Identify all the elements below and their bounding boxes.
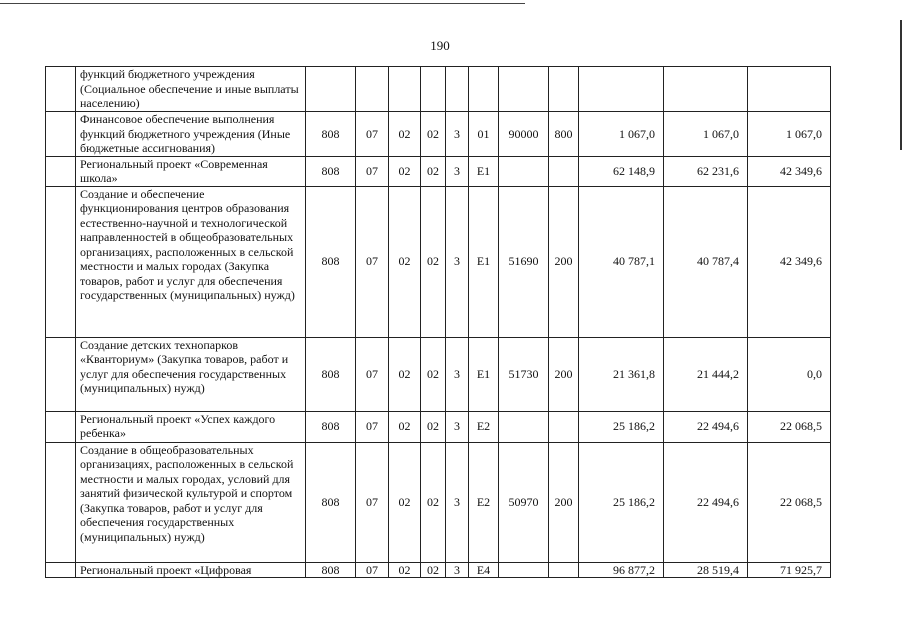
sum-year-1 (579, 67, 664, 112)
section-code: 07 (356, 442, 389, 562)
section-code: 07 (356, 186, 389, 337)
subprogram-code: 3 (446, 186, 469, 337)
row-description: Создание детских технопарков «Кванториум» (Закупка товаров, работ и услуг для обеспечения государственных (муниципальных) нужд) (76, 337, 306, 411)
program-code: 02 (421, 337, 446, 411)
row-description: Создание в общеобразовательных организациях, расположенных в сельской местности и малых городах, условий для занятий физической культурой и спортом (Закупка товаров, работ и услуг для обеспечения государственных (муниципальных) нужд) (76, 442, 306, 562)
sum-year-2: 40 787,4 (664, 186, 748, 337)
subprogram-code: 3 (446, 112, 469, 157)
subsection-code: 02 (389, 562, 421, 578)
blank-cell (46, 186, 76, 337)
blank-cell (46, 562, 76, 578)
sum-year-3 (748, 67, 831, 112)
expense-type-code: 200 (549, 442, 579, 562)
blank-cell (46, 67, 76, 112)
expense-type-code: 800 (549, 112, 579, 157)
main-event-code: E4 (469, 562, 499, 578)
row-description: Финансовое обеспечение выполнения функций бюджетного учреждения (Иные бюджетные ассигнования) (76, 112, 306, 157)
subprogram-code: 3 (446, 562, 469, 578)
main-event-code (469, 67, 499, 112)
subprogram-code: 3 (446, 337, 469, 411)
admin-code: 808 (306, 156, 356, 186)
row-description: Региональный проект «Современная школа» (76, 156, 306, 186)
program-code (421, 67, 446, 112)
sum-year-3: 42 349,6 (748, 156, 831, 186)
table-row (46, 442, 831, 562)
budget-table (45, 66, 831, 578)
admin-code: 808 (306, 562, 356, 578)
program-code: 02 (421, 562, 446, 578)
admin-code: 808 (306, 112, 356, 157)
table-row (46, 411, 831, 442)
sum-year-3: 71 925,7 (748, 562, 831, 578)
sum-year-1: 40 787,1 (579, 186, 664, 337)
direction-code: 90000 (499, 112, 549, 157)
direction-code: 51690 (499, 186, 549, 337)
row-description: Создание и обеспечение функционирования центров образования естественно-научной и технологической направленностей в общеобразовательных организациях, расположенных в сельской местности и малых городах (Закупка товаров, работ и услуг для обеспечения государственных (муниципальных) нужд) (76, 186, 306, 337)
subsection-code: 02 (389, 156, 421, 186)
sum-year-2: 28 519,4 (664, 562, 748, 578)
sum-year-3: 22 068,5 (748, 411, 831, 442)
expense-type-code: 200 (549, 337, 579, 411)
direction-code (499, 67, 549, 112)
expense-type-code (549, 67, 579, 112)
subsection-code: 02 (389, 186, 421, 337)
direction-code (499, 562, 549, 578)
sum-year-2: 21 444,2 (664, 337, 748, 411)
subprogram-code: 3 (446, 156, 469, 186)
page-number: 190 (430, 38, 450, 53)
blank-cell (46, 156, 76, 186)
main-event-code: E1 (469, 337, 499, 411)
program-code: 02 (421, 156, 446, 186)
section-code (356, 67, 389, 112)
blank-cell (46, 337, 76, 411)
direction-code (499, 411, 549, 442)
table-row (46, 562, 831, 578)
program-code: 02 (421, 186, 446, 337)
subprogram-code: 3 (446, 411, 469, 442)
row-description: Региональный проект «Успех каждого ребенка» (76, 411, 306, 442)
page-top-rule (0, 3, 525, 4)
main-event-code: E2 (469, 411, 499, 442)
section-code: 07 (356, 562, 389, 578)
blank-cell (46, 442, 76, 562)
table-row (46, 337, 831, 411)
main-event-code: E1 (469, 186, 499, 337)
section-code: 07 (356, 112, 389, 157)
sum-year-1: 21 361,8 (579, 337, 664, 411)
admin-code: 808 (306, 337, 356, 411)
main-event-code: E2 (469, 442, 499, 562)
subsection-code: 02 (389, 337, 421, 411)
expense-type-code (549, 562, 579, 578)
subsection-code: 02 (389, 411, 421, 442)
expense-type-code (549, 411, 579, 442)
sum-year-3: 22 068,5 (748, 442, 831, 562)
section-code: 07 (356, 337, 389, 411)
subsection-code: 02 (389, 442, 421, 562)
scan-edge-line (900, 20, 902, 150)
sum-year-3: 0,0 (748, 337, 831, 411)
direction-code: 51730 (499, 337, 549, 411)
row-description: функций бюджетного учреждения (Социальное обеспечение и иные выплаты населению) (76, 67, 306, 112)
sum-year-2: 22 494,6 (664, 442, 748, 562)
sum-year-1: 96 877,2 (579, 562, 664, 578)
sum-year-2 (664, 67, 748, 112)
table-row (46, 156, 831, 186)
main-event-code: E1 (469, 156, 499, 186)
table-row (46, 186, 831, 337)
subsection-code: 02 (389, 112, 421, 157)
admin-code: 808 (306, 411, 356, 442)
row-description: Региональный проект «Цифровая (76, 562, 306, 578)
blank-cell (46, 411, 76, 442)
admin-code: 808 (306, 186, 356, 337)
subprogram-code: 3 (446, 442, 469, 562)
direction-code (499, 156, 549, 186)
sum-year-3: 1 067,0 (748, 112, 831, 157)
subsection-code (389, 67, 421, 112)
table-row (46, 67, 831, 112)
direction-code: 50970 (499, 442, 549, 562)
sum-year-1: 25 186,2 (579, 411, 664, 442)
sum-year-1: 1 067,0 (579, 112, 664, 157)
program-code: 02 (421, 442, 446, 562)
program-code: 02 (421, 112, 446, 157)
admin-code: 808 (306, 442, 356, 562)
sum-year-2: 22 494,6 (664, 411, 748, 442)
subprogram-code (446, 67, 469, 112)
expense-type-code: 200 (549, 186, 579, 337)
main-event-code: 01 (469, 112, 499, 157)
sum-year-2: 1 067,0 (664, 112, 748, 157)
admin-code (306, 67, 356, 112)
sum-year-1: 62 148,9 (579, 156, 664, 186)
section-code: 07 (356, 411, 389, 442)
section-code: 07 (356, 156, 389, 186)
table-row (46, 112, 831, 157)
program-code: 02 (421, 411, 446, 442)
expense-type-code (549, 156, 579, 186)
sum-year-2: 62 231,6 (664, 156, 748, 186)
sum-year-1: 25 186,2 (579, 442, 664, 562)
blank-cell (46, 112, 76, 157)
sum-year-3: 42 349,6 (748, 186, 831, 337)
